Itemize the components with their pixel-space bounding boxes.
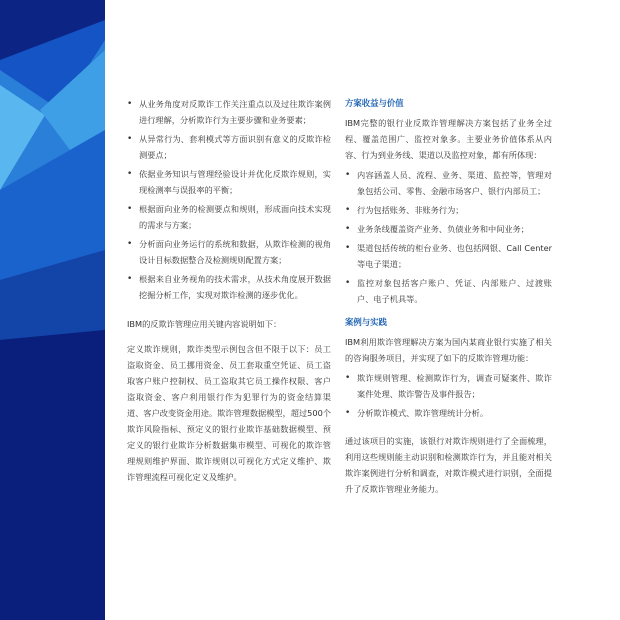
section-heading-benefits: 方案收益与价值 [345,98,404,108]
case-bullet-list [345,370,552,421]
case-conclusion-paragraph: 通过该项目的实施，该银行对欺诈规则进行了全面梳理，利用这些规则能主动识别和检测欺诈行为，并且能对相关欺诈案例进行分析和调查，对欺诈模式进行识别，全面提升了反欺诈管理业务能力。 [345,436,552,494]
list-item: • 业务条线覆盖资产业务、负债业务和中间业务； [345,221,552,237]
list-item: • 根据来自业务视角的技术需求，从技术角度展开数据挖掘分析工作，实现对欺诈检测的逐步优化。 [127,271,331,303]
list-item: • 根据面向业务的检测要点和规则，形成面向技术实现的需求与方案； [127,201,331,233]
list-item: • 内容涵盖人员、流程、业务、渠道、监控等，管理对象包括公司、零售、金融市场客户、银行内部员工； [345,167,552,199]
list-item: • 行为包括账务、非账务行为； [345,202,552,218]
blue-decorative-band [0,0,105,620]
list-item: • 从业务角度对反欺诈工作关注重点以及过往欺诈案例进行理解，分析欺诈行为主要步骤和业务要素； [127,96,331,128]
right-column [345,96,552,497]
list-item: • 依据业务知识与管理经验设计并优化反欺诈规则，实现检测率与误报率的平衡； [127,166,331,198]
list-item: • 监控对象包括客户账户、凭证、内部账户、过渡账户、电子机具等。 [345,275,552,307]
case-intro-paragraph: IBM利用欺诈管理解决方案为国内某商业银行实施了相关的咨询服务项目，并实现了如下的反欺诈管理功能： [345,337,552,363]
list-item: • 欺诈规则管理、检测欺诈行为，调查可疑案件、欺诈案件处理、欺诈警告及事件报告； [345,370,552,402]
list-item: • 渠道包括传统的柜台业务、也包括网银、Call Center等电子渠道； [345,240,552,272]
list-item: • 分析欺诈模式、欺诈管理统计分析。 [345,405,552,421]
left-bullet-list [127,96,331,303]
list-item: • 从异常行为、套利模式等方面识别有意义的反欺诈检测要点； [127,131,331,163]
list-item: • 分析面向业务运行的系统和数据，从欺诈检测的视角设计目标数据整合及检测规则配置方案； [127,236,331,268]
left-column [127,96,331,485]
benefits-bullet-list [345,167,552,307]
left-body-paragraph: 定义欺诈规则，欺诈类型示例包含但不限于以下：员工盗取资金、员工挪用资金、员工套取重空凭证、员工盗取客户账户控制权、员工盗取其它员工操作权限、客户盗取资金、客户利用银行作为犯罪行为的资金结算渠道、客户改变资金用途。欺诈管理数据模型，超过500个欺诈风险指标、预定义的银行业欺诈基础数据模型、预定义的银行业欺诈分析数据集市模型、可视化的欺诈管理规则维护界面、欺诈规则以可视化方式定义维护、欺诈管理流程可视化定义及维护。 [127,344,331,482]
section-heading-case-study: 案例与实践 [345,317,387,327]
left-intro-paragraph: IBM的反欺诈管理应用关键内容说明如下： [127,319,282,329]
benefits-intro-paragraph: IBM完整的银行业反欺诈管理解决方案包括了业务全过程、覆盖范围广、监控对象多。主要业务价值体系从内容、行为到业务线、渠道以及监控对象，都有所体现： [345,118,552,160]
